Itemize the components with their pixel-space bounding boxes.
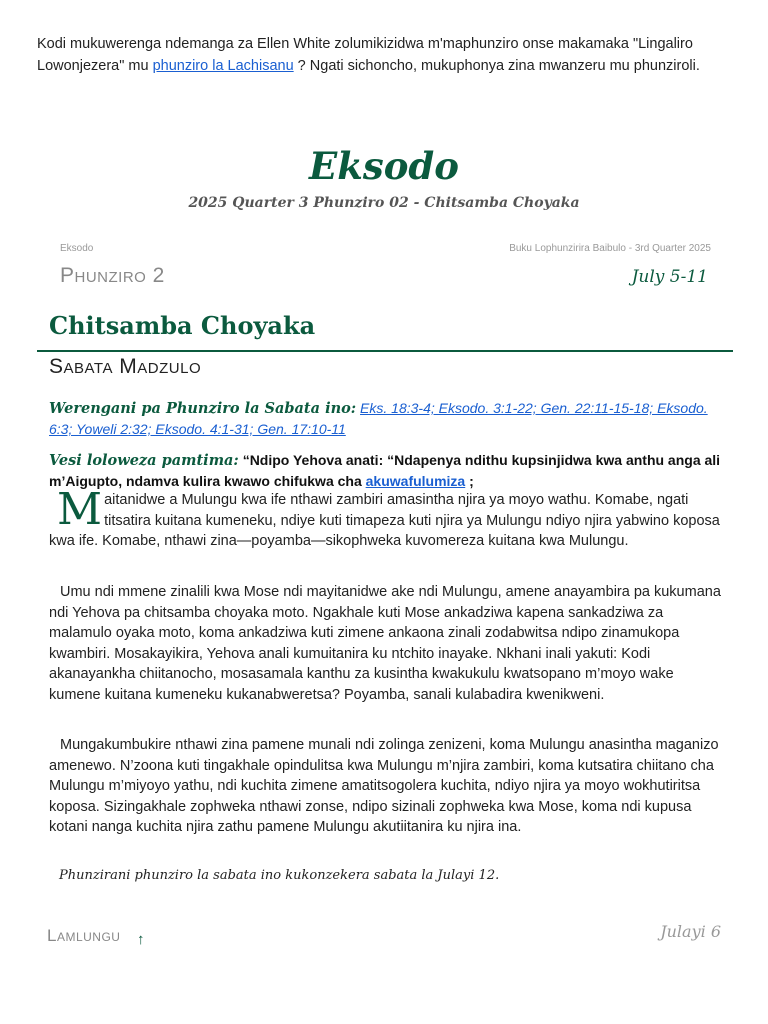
memory-verse [49, 450, 729, 492]
day-title: Sabata Madzulo [49, 355, 202, 378]
intro-text-before: Kodi mukuwerenga ndemanga za Ellen White zolumikizidwa m'maphunziro onse makamaka "Lingaliro Lowonjezera" mu [37, 36, 693, 74]
memory-verse-end: ; [465, 473, 474, 489]
header-guide-name: Buku Lophunzirira Baibulo - 3rd Quarter 2025 [509, 243, 711, 254]
friday-lesson-link[interactable]: phunziro la Lachisanu [152, 58, 294, 74]
next-day-link[interactable]: Lamlungu [47, 926, 121, 945]
header-book-name: Eksodo [60, 243, 94, 254]
book-title: Eksodo [309, 144, 459, 188]
lesson-dates: July 5-11 [631, 267, 708, 287]
intro-paragraph [37, 33, 727, 77]
paragraph-2: Umu ndi mmene zinalili kwa Mose ndi mayitanidwe ake ndi Mulungu, amene anayambira pa kukumana ndi Yehova pa chitsamba choyaka moto. Ngakhale kuti Mose ankadziwa kapena sankadziwa za malamulo oyaka moto, koma ankadziwa kuti zimene ankaona zinali zodabwitsa ndipo zinamukopa kwambiri. Mosakayikira, Yehova anali kumuitanira ku ntchito inayake. Nkhani inali yakuti: Kodi akanayankha chiitanocho, mosasamala kanthu za kusintha kwakukulu kwatsopano m’moyo wake kumene kuitana kumeneku kukanabweretsa? Poyamba, sanali kulabadira kwenikweni. [49, 584, 721, 703]
memory-verse-label: Vesi loloweza pamtima: [49, 452, 239, 469]
study-note: Phunzirani phunziro la sabata ino kukonzekera sabata la Julayi 12. [59, 868, 500, 883]
paragraph-1 [49, 484, 729, 552]
reading-label: Werengani pa Phunziro la Sabata ino: [49, 400, 357, 417]
paragraph-1-text: aitanidwe a Mulungu kwa ife nthawi zambiri amasintha njira ya moyo wathu. Komabe, ngati titsatira kuitana kumeneku, ndiye kuti timapeza kuti njira ya Mulungu ndiyo njira yabwino koposa kwa ife. Komabe, nthawi zina—poyamba—sikophweka kuvomereza kuitana kwa Mulungu. [49, 492, 720, 549]
drop-cap: M [57, 484, 103, 535]
intro-text-after: ? Ngati sichoncho, mukuphonya zina mwanzeru mu phunziroli. [293, 58, 700, 74]
up-arrow-icon[interactable]: ↑ [137, 931, 145, 948]
reading-references-link[interactable]: Eks. 18:3-4; Eksodo. 3:1-22; Gen. 22:11-15-18; Eksodo. 6:3; Yoweli 2:32; Eksodo. 4:1-31; Gen. 17:10-11 [49, 400, 708, 437]
weekly-reading [49, 398, 729, 440]
title-divider [37, 350, 733, 352]
paragraph-3: Mungakumbukire nthawi zina pamene munali ndi zolinga zenizeni, koma Mulungu anasintha maganizo amenewo. N’zoona kuti tingakhale opindulitsa kwa Mulungu m’njira zambiri, koma kutsatira chiitano cha Mulungu m’miyoyo yathu, ndi kuchita zimene amatitsogolera kuchita, ndiyo njira ya moyo wokhutiritsa koposa. Sizingakhale zophweka nthawi zonse, ndipo sizinali zophweka kwa Mose, koma ndi kupusa kotani nanga kuchita njira zathu pamene Mulungu akutiitanira ku njira ina. [49, 737, 719, 835]
memory-verse-word-link[interactable]: akuwafulumiza [365, 473, 466, 489]
memory-verse-text: “Ndipo Yehova anati: “Ndapenya ndithu kupsinjidwa kwa anthu anga ali m’Aigupto, ndamva kulira kwawo chifukwa cha [49, 452, 721, 489]
book-subtitle: 2025 Quarter 3 Phunziro 02 - Chitsamba Choyaka [188, 195, 580, 211]
next-day-date: Julayi 6 [660, 922, 721, 941]
lesson-title: Chitsamba Choyaka [49, 311, 316, 340]
lesson-number: Phunziro 2 [60, 264, 165, 287]
